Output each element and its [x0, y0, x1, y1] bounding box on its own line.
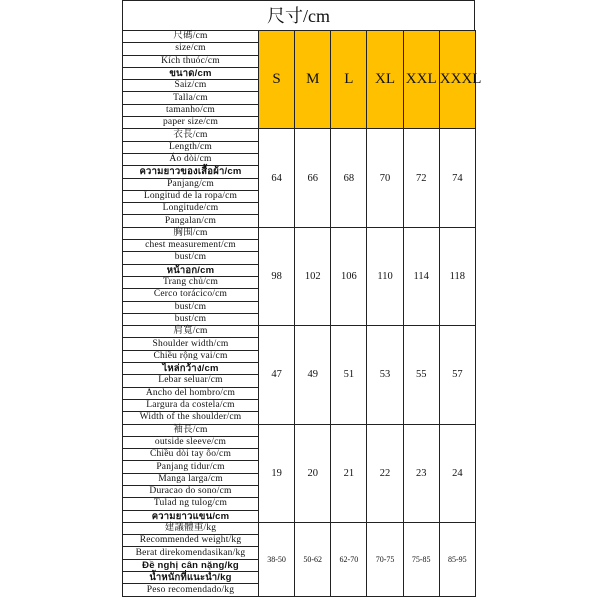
size-value: 110 — [367, 227, 403, 325]
size-header-xxl: XXL — [403, 31, 439, 129]
measurement-label: Length/cm — [123, 141, 259, 153]
size-value: 68 — [331, 129, 367, 227]
measurement-label: bust/cm — [123, 252, 259, 264]
size-table-body — [123, 31, 482, 597]
size-value: 75-85 — [403, 522, 439, 596]
measurement-label: Lebar seluar/cm — [123, 375, 259, 387]
measurement-label: chest measurement/cm — [123, 240, 259, 252]
size-value: 102 — [295, 227, 331, 325]
size-value: 55 — [403, 326, 439, 424]
size-value: 72 — [403, 129, 439, 227]
size-header-m: M — [295, 31, 331, 129]
measurement-label: ไหล่กว้าง/cm — [123, 363, 259, 375]
size-value: 19 — [259, 424, 295, 522]
measurement-label: Chiều rộng vai/cm — [123, 350, 259, 362]
measurement-label: bust/cm — [123, 301, 259, 313]
measurement-label: Pangalan/cm — [123, 215, 259, 227]
measurement-label: outside sleeve/cm — [123, 436, 259, 448]
size-value: 64 — [259, 129, 295, 227]
measurement-label: Peso recomendado/kg — [123, 584, 259, 596]
size-header-l: L — [331, 31, 367, 129]
measurement-label: Cerco torácico/cm — [123, 289, 259, 301]
measurement-label: ขนาด/cm — [123, 67, 259, 79]
size-value: 49 — [295, 326, 331, 424]
size-value: 51 — [331, 326, 367, 424]
size-table — [122, 30, 482, 597]
size-value: 70 — [367, 129, 403, 227]
measurement-label: Longitude/cm — [123, 203, 259, 215]
size-value: 98 — [259, 227, 295, 325]
measurement-label: 胸围/cm — [123, 227, 259, 239]
measurement-label: Chiều dòi tay ôo/cm — [123, 449, 259, 461]
size-value: 66 — [295, 129, 331, 227]
measurement-label: Talla/cm — [123, 92, 259, 104]
measurement-label: ความยาวของเสื้อผ้า/cm — [123, 166, 259, 178]
size-value: 50-62 — [295, 522, 331, 596]
measurement-label: 衣長/cm — [123, 129, 259, 141]
size-value: 24 — [439, 424, 475, 522]
size-value: 85-95 — [439, 522, 475, 596]
measurement-label: tamanho/cm — [123, 104, 259, 116]
size-value: 114 — [403, 227, 439, 325]
measurement-label: Saiz/cm — [123, 80, 259, 92]
size-value: 53 — [367, 326, 403, 424]
measurement-label: Largura da costela/cm — [123, 399, 259, 411]
measurement-label: Đề nghị cân nặng/kg — [123, 559, 259, 571]
measurement-label: bust/cm — [123, 313, 259, 325]
size-value: 20 — [295, 424, 331, 522]
measurement-label: paper size/cm — [123, 117, 259, 129]
measurement-label: Kích thuóc/cm — [123, 55, 259, 67]
measurement-label: Berat direkomendasikan/kg — [123, 547, 259, 559]
table-row — [123, 129, 476, 141]
chart-title: 尺寸/cm — [122, 0, 475, 31]
measurement-label: 尺碼/cm — [123, 31, 259, 43]
size-value: 22 — [367, 424, 403, 522]
table-row — [123, 227, 476, 239]
measurement-label: size/cm — [123, 43, 259, 55]
size-value: 47 — [259, 326, 295, 424]
measurement-label: 袖長/cm — [123, 424, 259, 436]
size-header-xxxl: XXXL — [439, 31, 475, 129]
size-value: 38-50 — [259, 522, 295, 596]
measurement-label: 肩寬/cm — [123, 326, 259, 338]
size-value: 57 — [439, 326, 475, 424]
measurement-label: 建議體重/kg — [123, 522, 259, 534]
size-value: 106 — [331, 227, 367, 325]
measurement-label: Longitud de la ropa/cm — [123, 190, 259, 202]
measurement-label: Width of the shoulder/cm — [123, 412, 259, 424]
measurement-label: Recommended weight/kg — [123, 535, 259, 547]
size-value: 70-75 — [367, 522, 403, 596]
table-row — [123, 522, 476, 534]
measurement-label: Panjang/cm — [123, 178, 259, 190]
size-header-xl: XL — [367, 31, 403, 129]
table-row — [123, 326, 476, 338]
measurement-label: Shoulder width/cm — [123, 338, 259, 350]
measurement-label: Tulad ng tulog/cm — [123, 498, 259, 510]
measurement-label: หน้าอก/cm — [123, 264, 259, 276]
measurement-label: Duracao do sono/cm — [123, 485, 259, 497]
measurement-label: Ancho del hombro/cm — [123, 387, 259, 399]
measurement-label: Manga larga/cm — [123, 473, 259, 485]
size-chart — [122, 0, 482, 597]
measurement-label: Trang chủ/cm — [123, 276, 259, 288]
size-value: 21 — [331, 424, 367, 522]
measurement-label: Áo dòi/cm — [123, 153, 259, 165]
size-value: 74 — [439, 129, 475, 227]
measurement-label: ความยาวแขน/cm — [123, 510, 259, 522]
size-value: 23 — [403, 424, 439, 522]
size-value: 118 — [439, 227, 475, 325]
table-row — [123, 31, 476, 43]
table-row — [123, 424, 476, 436]
size-header-s: S — [259, 31, 295, 129]
measurement-label: น้ำหนักที่แนะนำ/kg — [123, 572, 259, 584]
size-value: 62-70 — [331, 522, 367, 596]
measurement-label: Panjang tidur/cm — [123, 461, 259, 473]
